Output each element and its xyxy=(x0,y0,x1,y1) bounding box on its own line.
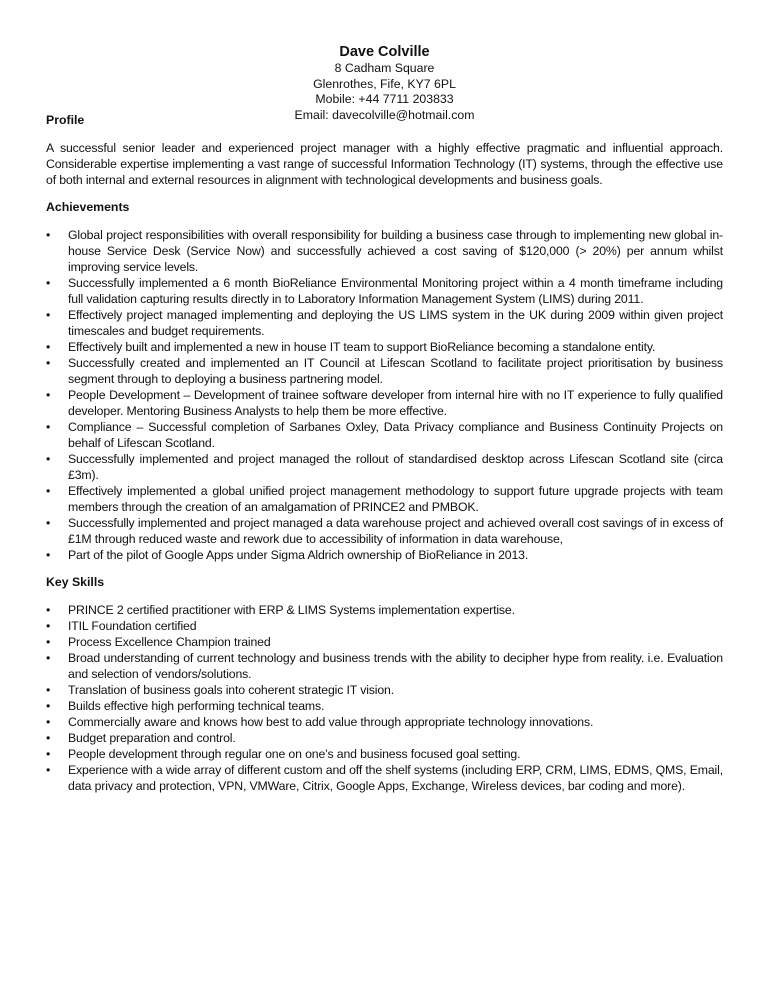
mobile-number: Mobile: +44 7711 203833 xyxy=(315,92,454,107)
bullet-icon: • xyxy=(46,484,51,499)
list-item: • People Development – Development of trainee software developer from internal hire with no IT experience to fully qualified developer. Mentoring Business Analysts to help them be more effective. xyxy=(46,388,723,419)
list-item: • PRINCE 2 certified practitioner with ERP & LIMS Systems implementation expertise. xyxy=(46,603,515,618)
contact-header xyxy=(46,44,723,123)
address-line-1: 8 Cadham Square xyxy=(334,61,435,75)
bullet-icon: • xyxy=(46,452,51,467)
bullet-icon: • xyxy=(46,683,51,698)
list-item: • ITIL Foundation certified xyxy=(46,619,197,634)
list-item: • Effectively project managed implementing and deploying the US LIMS system in the UK during 2009 within given project timescales and budget requirements. xyxy=(46,308,723,339)
list-item: • People development through regular one on one’s and business focused goal setting. xyxy=(46,747,521,762)
bullet-icon: • xyxy=(46,715,51,730)
achievements-list xyxy=(46,227,723,563)
list-item: • Effectively built and implemented a new in house IT team to support BioReliance becoming a standalone entity. xyxy=(46,340,656,355)
bullet-icon: • xyxy=(46,763,51,778)
key-skills-heading: Key Skills xyxy=(46,575,105,590)
bullet-icon: • xyxy=(46,516,51,531)
email-address: Email: davecolville@hotmail.com xyxy=(294,107,475,122)
list-item: • Successfully implemented a 6 month BioReliance Environmental Monitoring project within a 4 month timeframe including full validation capturing results directly in to Laboratory Information Management System (LIMS) during 2011. xyxy=(46,276,723,307)
list-item: • Budget preparation and control. xyxy=(46,731,236,746)
list-item: • Successfully created and implemented an IT Council at Lifescan Scotland to facilitate project prioritisation by business segment through to deploying a business partnering model. xyxy=(46,356,723,387)
bullet-icon: • xyxy=(46,731,51,746)
profile-heading: Profile xyxy=(46,113,85,128)
bullet-icon: • xyxy=(46,388,51,403)
list-item: • Translation of business goals into coherent strategic IT vision. xyxy=(46,683,395,698)
key-skills-list xyxy=(46,602,723,794)
list-item: • Broad understanding of current technology and business trends with the ability to decipher hype from reality. i.e. Evaluation and selection of vendors/solutions. xyxy=(46,651,723,682)
list-item: • Successfully implemented and project managed a data warehouse project and achieved overall cost savings of in excess of £1M through reduced waste and rework due to accessibility of information in data warehouse, xyxy=(46,516,723,547)
bullet-icon: • xyxy=(46,635,51,650)
list-item: • Effectively implemented a global unified project management methodology to support future upgrade projects with team members through the creation of an amalgamation of PRINCE2 and PMBOK. xyxy=(46,484,723,515)
list-item: • Global project responsibilities with overall responsibility for building a business case through to implementing new global in-house Service Desk (Service Now) and successfully achieved a cost saving of $120,000 (> 20%) per annum whilst improving service levels. xyxy=(46,228,723,275)
list-item: • Commercially aware and knows how best to add value through appropriate technology innovations. xyxy=(46,715,594,730)
list-item: • Builds effective high performing technical teams. xyxy=(46,699,325,714)
candidate-name: Dave Colville xyxy=(339,44,430,60)
resume-page xyxy=(46,44,723,794)
list-item: • Part of the pilot of Google Apps under Sigma Aldrich ownership of BioReliance in 2013. xyxy=(46,548,529,563)
address-line-2: Glenrothes, Fife, KY7 6PL xyxy=(313,76,456,91)
bullet-icon: • xyxy=(46,356,51,371)
list-item: • Compliance – Successful completion of Sarbanes Oxley, Data Privacy compliance and Business Continuity Projects on behalf of Lifescan Scotland. xyxy=(46,420,723,451)
bullet-icon: • xyxy=(46,651,51,666)
bullet-icon: • xyxy=(46,747,51,762)
bullet-icon: • xyxy=(46,340,51,355)
bullet-icon: • xyxy=(46,276,51,291)
profile-text: A successful senior leader and experienced project manager with a highly effective pragmatic and influential approach. Considerable expertise implementing a vast range of successful Information Technology (IT) systems, through the effective use of both internal and external resources in alignment with technological developments and business goals. xyxy=(46,141,723,188)
bullet-icon: • xyxy=(46,420,51,435)
bullet-icon: • xyxy=(46,619,51,634)
bullet-icon: • xyxy=(46,699,51,714)
bullet-icon: • xyxy=(46,603,51,618)
list-item: • Experience with a wide array of different custom and off the shelf systems (including ERP, CRM, LIMS, EDMS, QMS, Email, data privacy and protection, VPN, VMWare, Citrix, Google Apps, Exchange, Wireless devices, bar coding and more). xyxy=(46,763,723,794)
bullet-icon: • xyxy=(46,308,51,323)
list-item: • Successfully implemented and project managed the rollout of standardised desktop across Lifescan Scotland site (circa £3m). xyxy=(46,452,723,483)
achievements-heading: Achievements xyxy=(46,200,130,215)
bullet-icon: • xyxy=(46,228,51,243)
list-item: • Process Excellence Champion trained xyxy=(46,635,271,650)
bullet-icon: • xyxy=(46,548,51,563)
